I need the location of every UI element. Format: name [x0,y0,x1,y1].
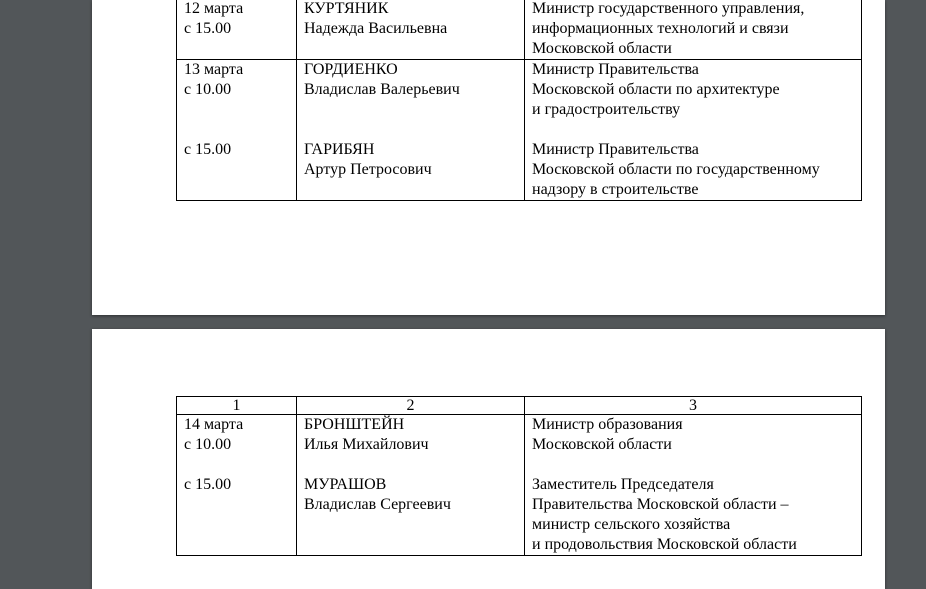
given-name-text: Илья Михайлович [304,436,429,453]
date-text: 14 марта [184,416,244,433]
time-text: с 10.00 [184,436,232,453]
position-line: Министр государственного управления, [532,0,805,17]
position-line: Заместитель Председателя [532,476,714,493]
given-name-text: Владислав Сергеевич [304,496,451,513]
table-row [177,60,862,201]
surname-text: ГАРИБЯН [304,141,375,158]
position-line: Московской области по государственному [532,161,820,178]
person-cell [297,0,525,60]
table-row [177,0,862,60]
position-line: информационных технологий и связи [532,20,789,37]
given-name-text: Надежда Васильевна [304,20,448,37]
column-number: 2 [297,397,525,415]
column-number-row [177,397,862,415]
surname-text: БРОНШТЕЙН [304,416,405,433]
time-text: с 10.00 [184,81,232,98]
position-cell [525,0,862,60]
column-number: 1 [177,397,297,415]
position-line: и продовольствия Московской области [532,536,797,553]
date-time-cell [177,0,297,60]
position-line: Московской области по архитектуре [532,81,780,98]
position-line: и градостроительству [532,101,681,118]
surname-text: МУРАШОВ [304,476,387,493]
time-text: с 15.00 [184,476,232,493]
given-name-text: Владислав Валерьевич [304,81,460,98]
time-text: с 15.00 [184,141,232,158]
person-cell [297,60,525,201]
position-cell [525,415,862,556]
position-line: Правительства Московской области – [532,496,789,513]
surname-text: ГОРДИЕНКО [304,61,398,78]
table-row [177,415,862,556]
surname-text: КУРТЯНИК [304,0,389,17]
schedule-table [176,0,862,201]
position-line: министр сельского хозяйства [532,516,731,533]
column-number: 3 [525,397,862,415]
date-text: 13 марта [184,61,244,78]
document-page-2 [92,329,885,589]
person-cell [297,415,525,556]
given-name-text: Артур Петросович [304,161,432,178]
schedule-table [176,396,862,556]
position-line: Министр Правительства [532,141,699,158]
time-text: с 15.00 [184,20,232,37]
date-time-cell [177,60,297,201]
date-text: 12 марта [184,0,244,17]
date-time-cell [177,415,297,556]
position-line: Московской области [532,40,672,57]
position-line: Московской области [532,436,672,453]
position-cell [525,60,862,201]
document-page-1 [92,0,885,315]
position-line: Министр образования [532,416,683,433]
position-line: Министр Правительства [532,61,699,78]
position-line: надзору в строительстве [532,181,699,198]
